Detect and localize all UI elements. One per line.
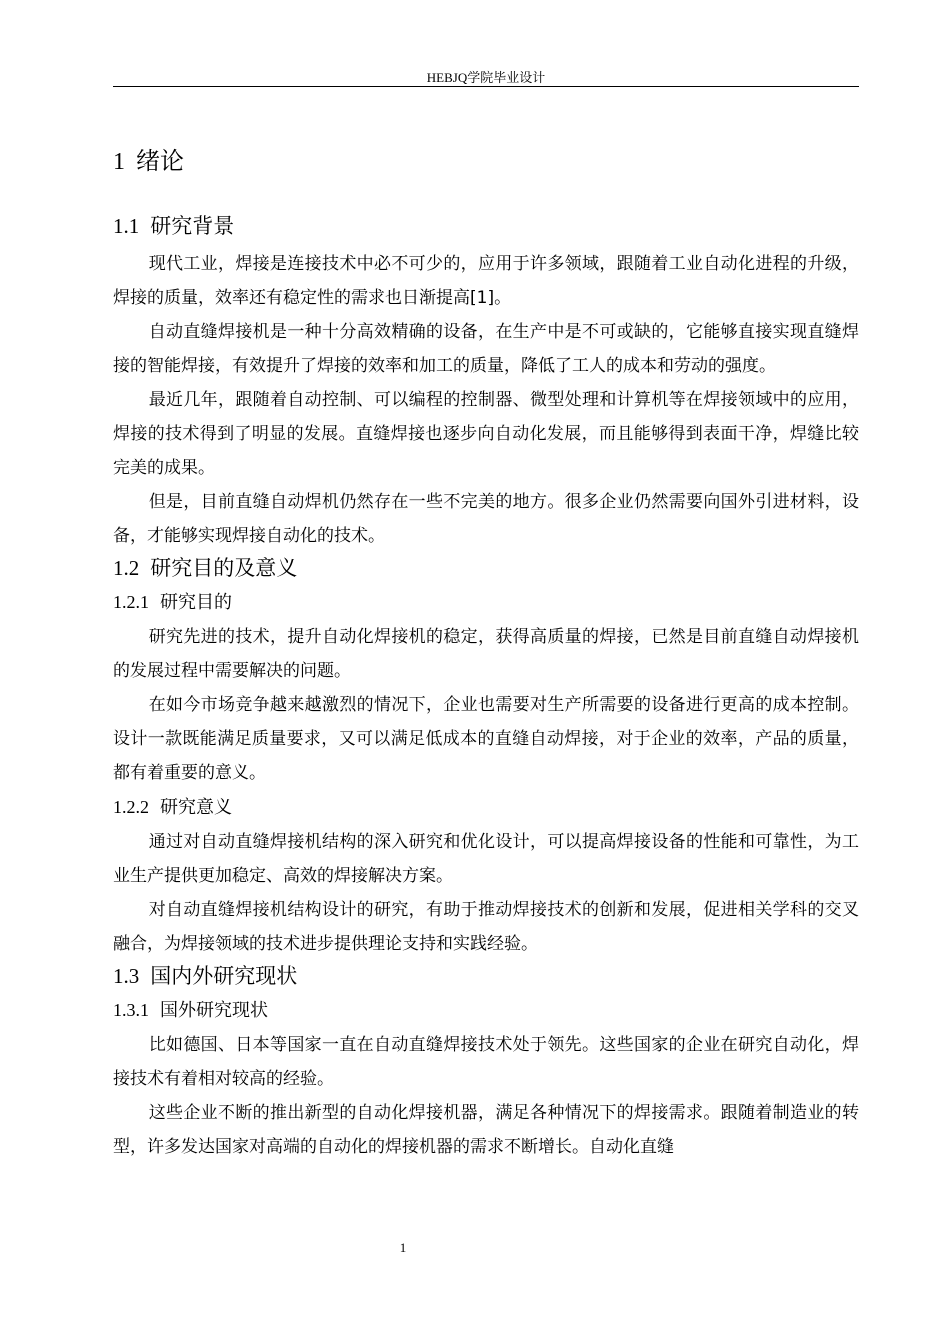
section-number: 1.3 <box>113 964 140 988</box>
paragraph: 现代工业，焊接是连接技术中必不可少的，应用于许多领域，跟随着工业自动化进程的升级，焊接的质量，效率还有稳定性的需求也日渐提高[1]。 <box>113 254 859 308</box>
chapter-heading <box>113 144 859 179</box>
section-title: 研究背景 <box>150 214 235 238</box>
paragraph: 最近几年，跟随着自动控制、可以编程的控制器、微型处理和计算机等在焊接领域中的应用，焊接的技术得到了明显的发展。直缝焊接也逐步向自动化发展，而且能够得到表面干净，焊缝比较完美的成果。 <box>113 390 859 478</box>
section-heading-1-2 <box>113 553 859 583</box>
paragraph: 研究先进的技术，提升自动化焊接机的稳定，获得高质量的焊接，已然是目前直缝自动焊接机的发展过程中需要解决的问题。 <box>113 627 859 681</box>
paragraph: 比如德国、日本等国家一直在自动直缝焊接技术处于领先。这些国家的企业在研究自动化，焊接技术有着相对较高的经验。 <box>113 1035 859 1089</box>
subsection-heading-1-3-1 <box>113 997 859 1024</box>
chapter-title: 绪论 <box>136 147 184 175</box>
section-heading-1-3 <box>113 961 859 991</box>
paragraph: 自动直缝焊接机是一种十分高效精确的设备，在生产中是不可或缺的，它能够直接实现直缝焊接的智能焊接，有效提升了焊接的效率和加工的质量，降低了工人的成本和劳动的强度。 <box>113 322 859 376</box>
subsection-number: 1.2.1 <box>113 592 149 612</box>
section-number: 1.1 <box>113 214 140 238</box>
document-body <box>113 130 859 1164</box>
subsection-title: 国外研究现状 <box>160 1000 268 1021</box>
section-title: 研究目的及意义 <box>150 556 298 580</box>
subsection-title: 研究意义 <box>160 797 232 818</box>
page-number: 1 <box>399 1240 407 1255</box>
subsection-number: 1.3.1 <box>113 1000 149 1020</box>
paragraph: 这些企业不断的推出新型的自动化焊接机器，满足各种情况下的焊接需求。跟随着制造业的转型，许多发达国家对高端的自动化的焊接机器的需求不断增长。自动化直缝 <box>113 1103 859 1157</box>
header-rule <box>113 86 859 87</box>
paragraph: 但是，目前直缝自动焊机仍然存在一些不完美的地方。很多企业仍然需要向国外引进材料，设备，才能够实现焊接自动化的技术。 <box>113 492 859 546</box>
subsection-heading-1-2-2 <box>113 794 859 821</box>
page-header: HEBJQ学院毕业设计 <box>426 70 546 85</box>
section-number: 1.2 <box>113 556 140 580</box>
chapter-number: 1 <box>113 149 125 175</box>
paragraph: 对自动直缝焊接机结构设计的研究，有助于推动焊接技术的创新和发展，促进相关学科的交叉融合，为焊接领域的技术进步提供理论支持和实践经验。 <box>113 900 859 954</box>
subsection-number: 1.2.2 <box>113 797 149 817</box>
paragraph: 在如今市场竞争越来越激烈的情况下，企业也需要对生产所需要的设备进行更高的成本控制。设计一款既能满足质量要求，又可以满足低成本的直缝自动焊接，对于企业的效率，产品的质量，都有着重要的意义。 <box>113 695 859 783</box>
section-heading-1-1 <box>113 211 859 241</box>
paragraph: 通过对自动直缝焊接机结构的深入研究和优化设计，可以提高焊接设备的性能和可靠性，为工业生产提供更加稳定、高效的焊接解决方案。 <box>113 832 859 886</box>
subsection-heading-1-2-1 <box>113 589 859 616</box>
section-title: 国内外研究现状 <box>150 964 298 988</box>
subsection-title: 研究目的 <box>160 592 232 613</box>
